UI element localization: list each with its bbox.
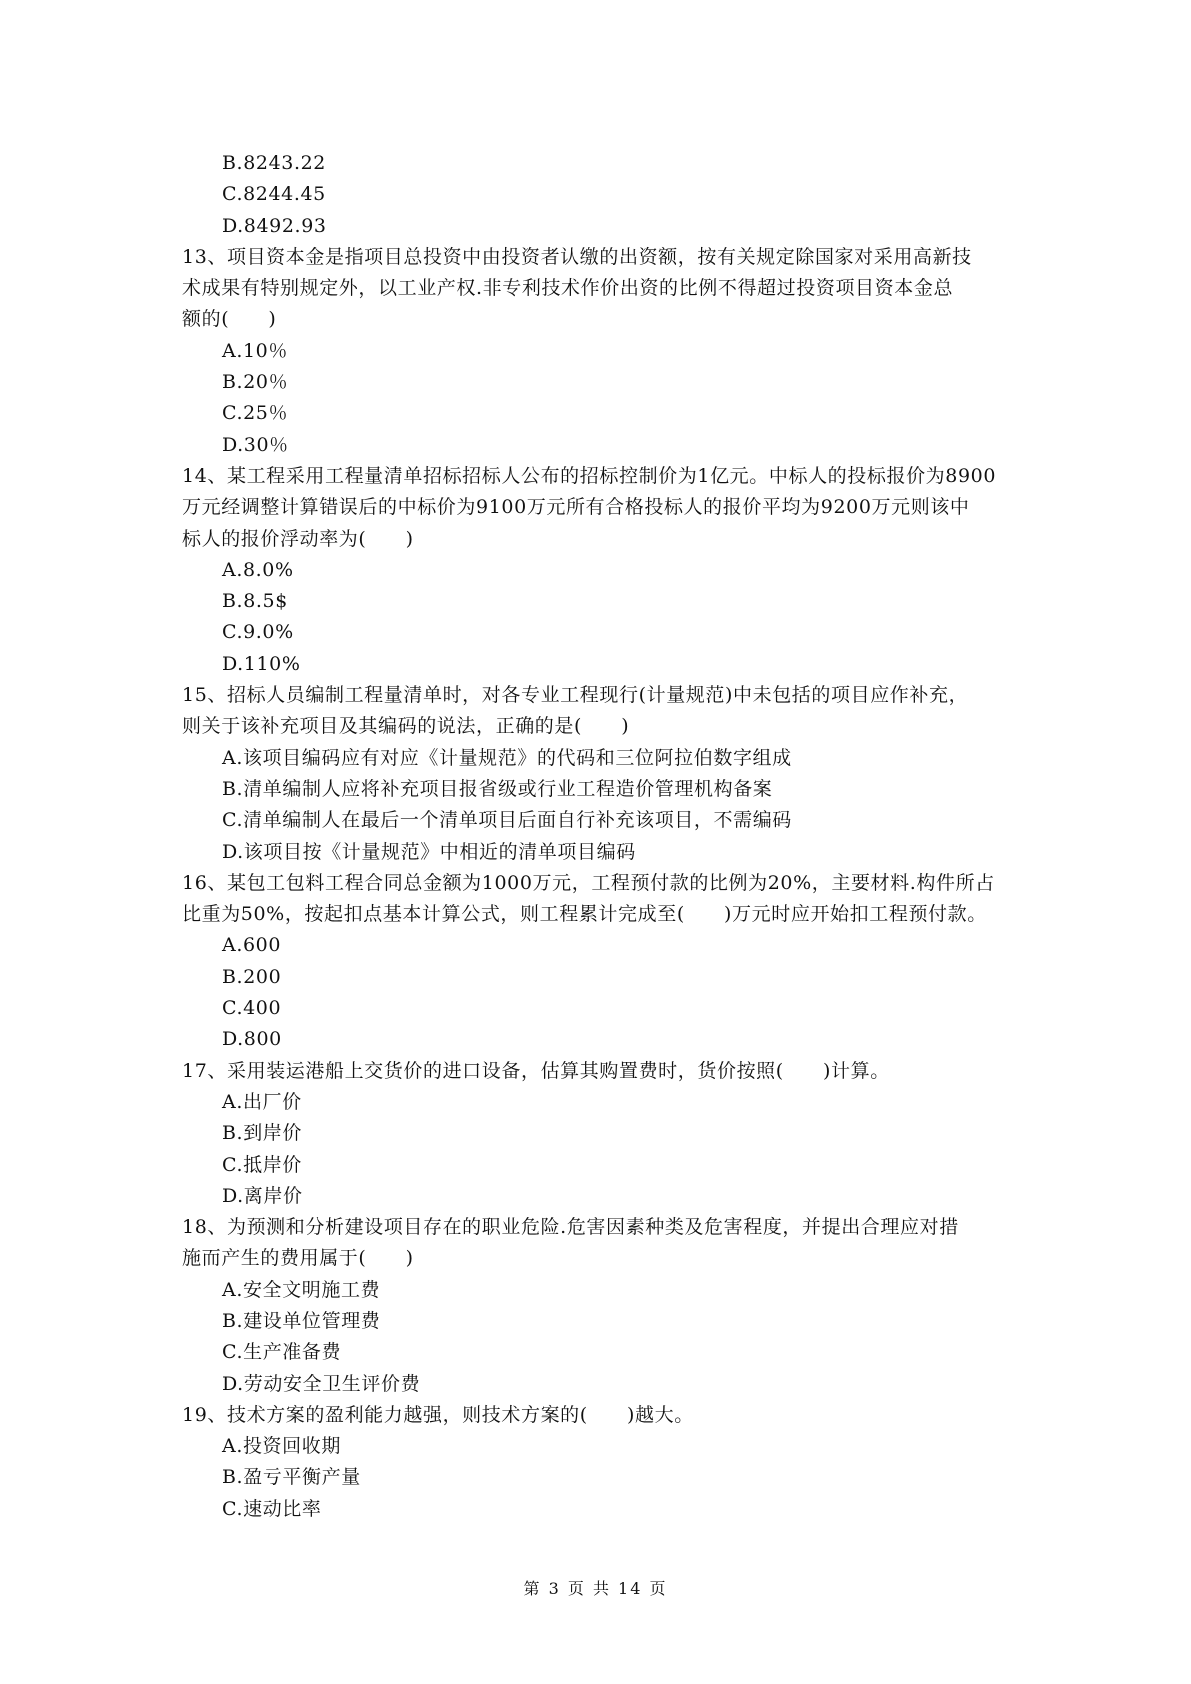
question-stem-line: 施而产生的费用属于( ) — [182, 1247, 414, 1270]
option-line: A.8.0% — [222, 558, 294, 581]
question-stem-line: 万元经调整计算错误后的中标价为9100万元所有合格投标人的报价平均为9200万元则该中 — [182, 496, 970, 519]
question-stem-line: 15、招标人员编制工程量清单时，对各专业工程现行(计量规范)中未包括的项目应作补充， — [182, 684, 969, 707]
question-stem-line: 比重为50%，按起扣点基本计算公式，则工程累计完成至( )万元时应开始扣工程预付款。 — [182, 903, 987, 926]
question-16 — [182, 868, 1022, 1056]
option-line: A.600 — [222, 934, 282, 957]
question-15 — [182, 680, 1022, 868]
question-stem-line: 13、项目资本金是指项目总投资中由投资者认缴的出资额，按有关规定除国家对采用高新技 — [182, 245, 972, 268]
question-stem-line: 额的( ) — [182, 308, 277, 331]
option-line: B.盈亏平衡产量 — [222, 1466, 361, 1489]
question-stem-line: 18、为预测和分析建设项目存在的职业危险.危害因素种类及危害程度，并提出合理应对措 — [182, 1216, 959, 1239]
question-stem-line: 则关于该补充项目及其编码的说法，正确的是( ) — [182, 715, 630, 738]
option-line: D.劳动安全卫生评价费 — [222, 1372, 421, 1395]
question-stem-line: 14、某工程采用工程量清单招标招标人公布的招标控制价为1亿元。中标人的投标报价为8900 — [182, 464, 997, 487]
option-line: A.投资回收期 — [222, 1435, 341, 1458]
option-line: C.抵岸价 — [222, 1153, 302, 1176]
question-13 — [182, 242, 1022, 461]
option-line: A.出厂价 — [222, 1090, 302, 1113]
question-17 — [182, 1056, 1022, 1212]
option-line: C.清单编制人在最后一个清单项目后面自行补充该项目，不需编码 — [222, 809, 792, 832]
option-line: D.离岸价 — [222, 1184, 303, 1207]
option-line: C.25％ — [222, 402, 289, 425]
option-line: B.200 — [222, 965, 282, 988]
option-line: D.8492.93 — [222, 214, 327, 237]
question-stem-line: 标人的报价浮动率为( ) — [182, 527, 414, 550]
option-line: B.8243.22 — [222, 152, 326, 174]
option-line: A.该项目编码应有对应《计量规范》的代码和三位阿拉伯数字组成 — [222, 746, 792, 769]
question-stem-line: 术成果有特别规定外，以工业产权.非专利技术作价出资的比例不得超过投资项目资本金总 — [182, 277, 954, 300]
option-line: C.生产准备费 — [222, 1341, 342, 1364]
question-12-options — [182, 148, 1022, 242]
option-line: D.800 — [222, 1028, 282, 1051]
option-line: B.清单编制人应将补充项目报省级或行业工程造价管理机构备案 — [222, 777, 773, 800]
option-line: D.30％ — [222, 433, 289, 456]
option-line: D.110% — [222, 652, 301, 675]
question-stem-line: 16、某包工包料工程合同总金额为1000万元，工程预付款的比例为20%，主要材料.构件所占 — [182, 871, 995, 894]
page-footer: 第 3 页 共 14 页 — [523, 1579, 668, 1598]
question-18 — [182, 1212, 1022, 1400]
option-line: B.到岸价 — [222, 1122, 303, 1145]
option-line: C.8244.45 — [222, 183, 326, 206]
option-line: A.安全文明施工费 — [222, 1278, 381, 1301]
option-line: D.该项目按《计量规范》中相近的清单项目编码 — [222, 840, 636, 863]
question-stem-line: 19、技术方案的盈利能力越强，则技术方案的( )越大。 — [182, 1403, 694, 1426]
option-line: A.10％ — [222, 339, 288, 362]
option-line: C.速动比率 — [222, 1497, 322, 1520]
question-stem-line: 17、采用装运港船上交货价的进口设备，估算其购置费时，货价按照( )计算。 — [182, 1059, 890, 1082]
option-line: C.9.0% — [222, 621, 294, 644]
option-line: B.建设单位管理费 — [222, 1309, 381, 1332]
question-19 — [182, 1400, 1022, 1525]
document-page — [182, 148, 1022, 1525]
option-line: B.8.5$ — [222, 590, 288, 613]
option-line: C.400 — [222, 997, 282, 1020]
question-14 — [182, 461, 1022, 680]
option-line: B.20％ — [222, 371, 289, 394]
